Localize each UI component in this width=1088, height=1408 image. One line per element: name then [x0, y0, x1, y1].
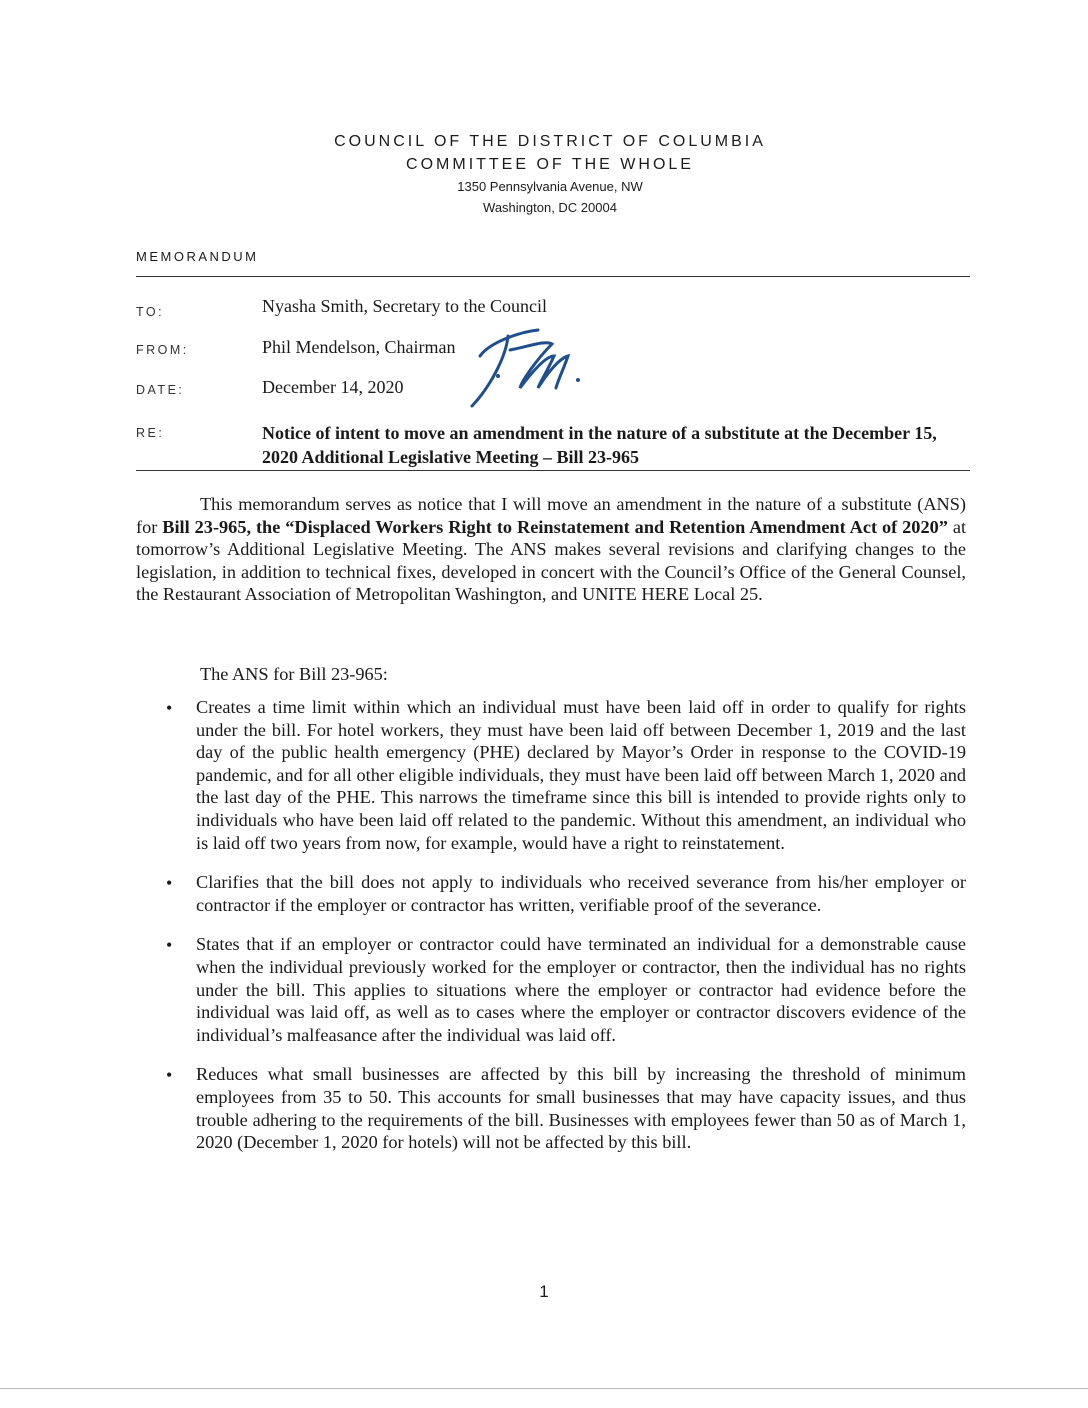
ans-bullet-list: [136, 696, 966, 1171]
address-city: Washington, DC 20004: [483, 200, 617, 215]
date-value: December 14, 2020: [262, 377, 404, 397]
bullet-icon: •: [166, 935, 173, 956]
page-number: 1: [539, 1282, 549, 1301]
committee-name: COMMITTEE OF THE WHOLE: [406, 156, 694, 173]
subject-divider: [136, 470, 970, 471]
signature-image: [450, 322, 590, 412]
bill-title: Bill 23-965, the “Displaced Workers Right to Reinstatement and Retention Amendment Act of 2020”: [162, 516, 948, 537]
list-item: • Reduces what small businesses are affected by this bill by increasing the threshold of minimum employees from 35 to 50. This accounts for small businesses that may have capacity issues, and thus trouble adhering to the requirements of the bill. Businesses with employees fewer than 50 as of March 1, 2020 (December 1, 2020 for hotels) will not be affected by this bill.: [166, 1064, 966, 1153]
to-value: Nyasha Smith, Secretary to the Council: [262, 296, 547, 316]
date-label: DATE:: [136, 383, 185, 397]
list-item: • Clarifies that the bill does not apply to individuals who received severance from his/her employer or contractor if the employer or contractor has written, verifiable proof of the severance.: [166, 872, 966, 915]
letterhead: [0, 130, 1088, 218]
intro-text-1: This memorandum serves as notice that I will move an amendment in the nature of a substitute (ANS) for: [136, 494, 966, 537]
scan-edge-line: [0, 1388, 1088, 1389]
bullet-icon: •: [166, 698, 173, 718]
list-item: • States that if an employer or contractor could have terminated an individual for a demonstrable cause when the individual previously worked for the employer or contractor, then the individual has no rights under the bill. This applies to situations where the employer or contractor had evidence before the individual was laid off, as well as to cases where the employer or contractor discovers evidence of the individual’s malfeasance after the individual was laid off.: [166, 934, 966, 1045]
ans-intro: The ANS for Bill 23-965:: [200, 664, 388, 684]
re-label: RE:: [136, 426, 165, 440]
council-name: COUNCIL OF THE DISTRICT OF COLUMBIA: [334, 133, 766, 150]
from-value: Phil Mendelson, Chairman: [262, 337, 456, 357]
bullet-icon: •: [166, 1065, 173, 1086]
to-label: TO:: [136, 305, 165, 319]
from-label: FROM:: [136, 343, 189, 357]
re-value: Notice of intent to move an amendment in the nature of a substitute at the December 15, 2020 Additional Legislative Meeting – Bill 23-965: [262, 423, 937, 467]
header-divider: [136, 276, 970, 277]
address-street: 1350 Pennsylvania Avenue, NW: [457, 179, 643, 194]
memorandum-label: MEMORANDUM: [136, 249, 259, 264]
intro-text-2: at tomorrow’s Additional Legislative Meeting. The ANS makes several revisions and clarifying changes to the legislation, in addition to technical fixes, developed in concert with the Council’s Office of the General Counsel, the Restaurant Association of Metropolitan Washington, and UNITE HERE Local 25.: [136, 516, 967, 605]
intro-paragraph: [136, 493, 966, 606]
bullet-icon: •: [166, 873, 173, 894]
list-item: • Creates a time limit within which an individual must have been laid off in order to qualify for rights under the bill. For hotel workers, they must have been laid off between December 1, 2019 and the last day of the public health emergency (PHE) declared by Mayor’s Order in response to the COVID-19 pandemic, and for all other eligible individuals, they must have been laid off between March 1, 2020 and the last day of the PHE. This narrows the timeframe since this bill is intended to provide rights only to individuals who have been laid off related to the pandemic. Without this amendment, an individual who is laid off two years from now, for example, would have a right to reinstatement.: [166, 697, 966, 853]
